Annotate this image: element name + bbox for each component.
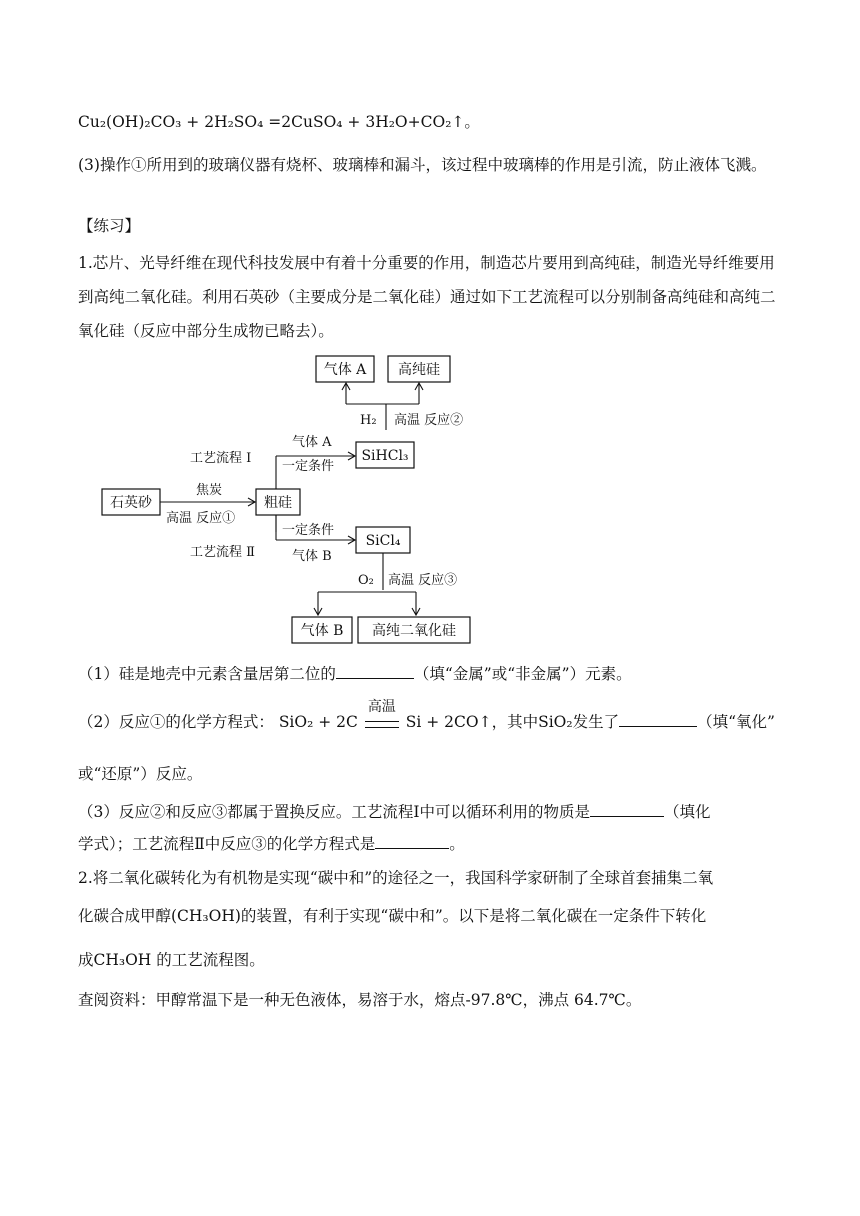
- q1-2-hint: （填“氧化”: [697, 713, 775, 731]
- answer-blank[interactable]: [590, 802, 664, 817]
- label-o2: O₂: [358, 573, 374, 588]
- box-gas-b-label: 气体 B: [300, 623, 344, 639]
- box-gas-a-label: 气体 A: [323, 362, 367, 378]
- q1-3-text: （3）反应②和反应③都属于置换反应。工艺流程Ⅰ中可以循环利用的物质是: [78, 803, 590, 821]
- reference-info: 查阅资料：甲醇常温下是一种无色液体，易溶于水，熔点-97.8℃，沸点 64.7℃。: [78, 991, 642, 1009]
- box-sihcl3-label: SiHCl₃: [361, 448, 409, 464]
- paragraph-3: (3)操作①所用到的玻璃仪器有烧杯、玻璃棒和漏斗，该过程中玻璃棒的作用是引流，防止液体飞溅。: [78, 156, 767, 174]
- condition-high-temp: 高温: [367, 699, 396, 715]
- label-h2: H₂: [360, 413, 377, 428]
- q1-1-hint: （填“金属”或“非金属”）元素。: [413, 665, 632, 683]
- q1-2-text: （2）反应①的化学方程式：: [78, 713, 274, 731]
- equation-right: Si + 2CO↑: [405, 713, 492, 731]
- q1-3-hint: （填化: [664, 803, 711, 821]
- reaction-condition-sign: [363, 699, 401, 733]
- box-quartz-sand-label: 石英砂: [110, 495, 152, 511]
- question-1-3-cont: [78, 834, 465, 854]
- q1-2-text-b: ，其中SiO₂发生了: [491, 713, 620, 731]
- section-heading: 【练习】: [78, 217, 141, 235]
- label-process-2: 工艺流程 Ⅱ: [190, 545, 255, 560]
- box-crude-si-label: 粗硅: [264, 495, 292, 511]
- question-1-1: [78, 664, 632, 684]
- question-1-2-cont: 或“还原”）反应。: [78, 765, 203, 783]
- box-high-purity-sio2-label: 高纯二氧化硅: [372, 623, 456, 639]
- label-condition-1: 一定条件: [282, 459, 335, 474]
- equation-line: Cu₂(OH)₂CO₃ + 2H₂SO₄ =2CuSO₄ + 3H₂O+CO₂↑。: [78, 113, 480, 131]
- label-reaction-3: 高温 反应③: [388, 573, 458, 588]
- q1-3-end: 。: [449, 835, 465, 853]
- process-flow-diagram: [96, 352, 476, 648]
- answer-blank[interactable]: [375, 834, 449, 849]
- label-gas-b-input: 气体 B: [292, 549, 332, 564]
- answer-blank[interactable]: [336, 664, 414, 679]
- question-1-3: [78, 802, 711, 822]
- box-high-purity-si-label: 高纯硅: [398, 362, 440, 378]
- answer-blank[interactable]: [619, 712, 697, 727]
- q1-1-text: （1）硅是地壳中元素含量居第二位的: [78, 665, 336, 683]
- label-gas-a-input: 气体 A: [292, 435, 332, 450]
- question-1-intro: 1.芯片、光导纤维在现代科技发展中有着十分重要的作用，制造芯片要用到高纯硅，制造光导纤维要用到高纯二氧化硅。利用石英砂（主要成分是二氧化硅）通过如下工艺流程可以分别制备高纯硅和高纯二氧化硅（反应中部分生成物已略去）。: [78, 254, 776, 340]
- label-reaction-2: 高温 反应②: [394, 413, 464, 428]
- equation-left: SiO₂ + 2C: [278, 713, 358, 731]
- question-2-line-2: 化碳合成甲醇(CH₃OH)的装置，有利于实现“碳中和”。以下是将二氧化碳在一定条件下转化: [78, 907, 707, 925]
- label-condition-2: 一定条件: [282, 523, 335, 538]
- box-sicl4-label: SiCl₄: [365, 533, 401, 549]
- label-process-1: 工艺流程 Ⅰ: [190, 451, 252, 466]
- q1-3-text-b: 学式）；工艺流程Ⅱ中反应③的化学方程式是: [78, 835, 376, 853]
- question-2-line-1: 2.将二氧化碳转化为有机物是实现“碳中和”的途径之一，我国科学家研制了全球首套捕集二氧: [78, 869, 714, 887]
- question-1-2: [78, 699, 775, 733]
- label-coke: 焦炭: [196, 483, 223, 498]
- question-2-line-3: 成CH₃OH 的工艺流程图。: [78, 951, 265, 969]
- label-reaction-1: 高温 反应①: [166, 511, 236, 526]
